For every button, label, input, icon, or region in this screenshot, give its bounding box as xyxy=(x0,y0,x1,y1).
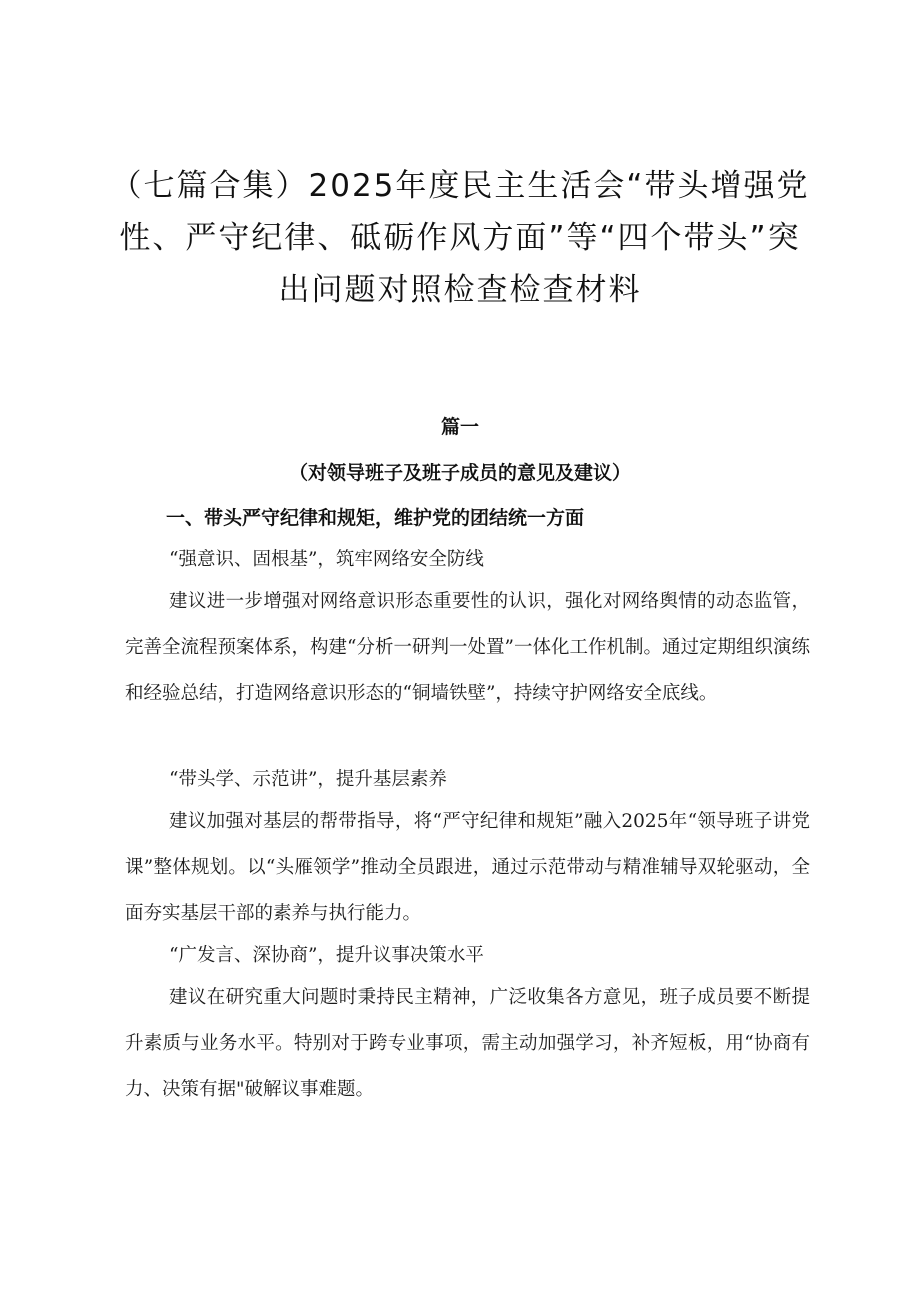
part-label: 篇一 xyxy=(440,416,479,438)
item-heading: “广发言、深协商”，提升议事决策水平 xyxy=(169,945,484,966)
item-paragraph: 建议加强对基层的帮带指导，将“严守纪律和规矩”融入2025年“领导班子讲党课”整体规划。以“头雁领学”推动全员跟进，通过示范带动与精准辅导双轮驱动，全面夯实基层干部的素养与执行能力。 xyxy=(125,811,810,924)
item-heading: “强意识、固根基”，筑牢网络安全防线 xyxy=(169,549,484,570)
document-title: （七篇合集）2025年度民主生活会“带头增强党性、严守纪律、砥砺作风方面”等“四个带头”突出问题对照检查检查材料 xyxy=(110,168,810,308)
item-paragraph: 建议在研究重大问题时秉持民主精神，广泛收集各方意见，班子成员要不断提升素质与业务水平。特别对于跨专业事项，需主动加强学习，补齐短板，用“协商有力、决策有据"破解议事难题。 xyxy=(125,987,810,1100)
section-heading: 一、带头严守纪律和规矩，维护党的团结统一方面 xyxy=(166,507,585,529)
item-paragraph: 建议进一步增强对网络意识形态重要性的认识，强化对网络舆情的动态监管，完善全流程预案体系，构建“分析一研判一处置”一体化工作机制。通过定期组织演练和经验总结，打造网络意识形态的“铜墙铁壁”，持续守护网络安全底线。 xyxy=(125,591,810,704)
item-heading: “带头学、示范讲”，提升基层素养 xyxy=(169,769,447,790)
part-subtitle: （对领导班子及班子成员的意见及建议） xyxy=(288,462,631,484)
